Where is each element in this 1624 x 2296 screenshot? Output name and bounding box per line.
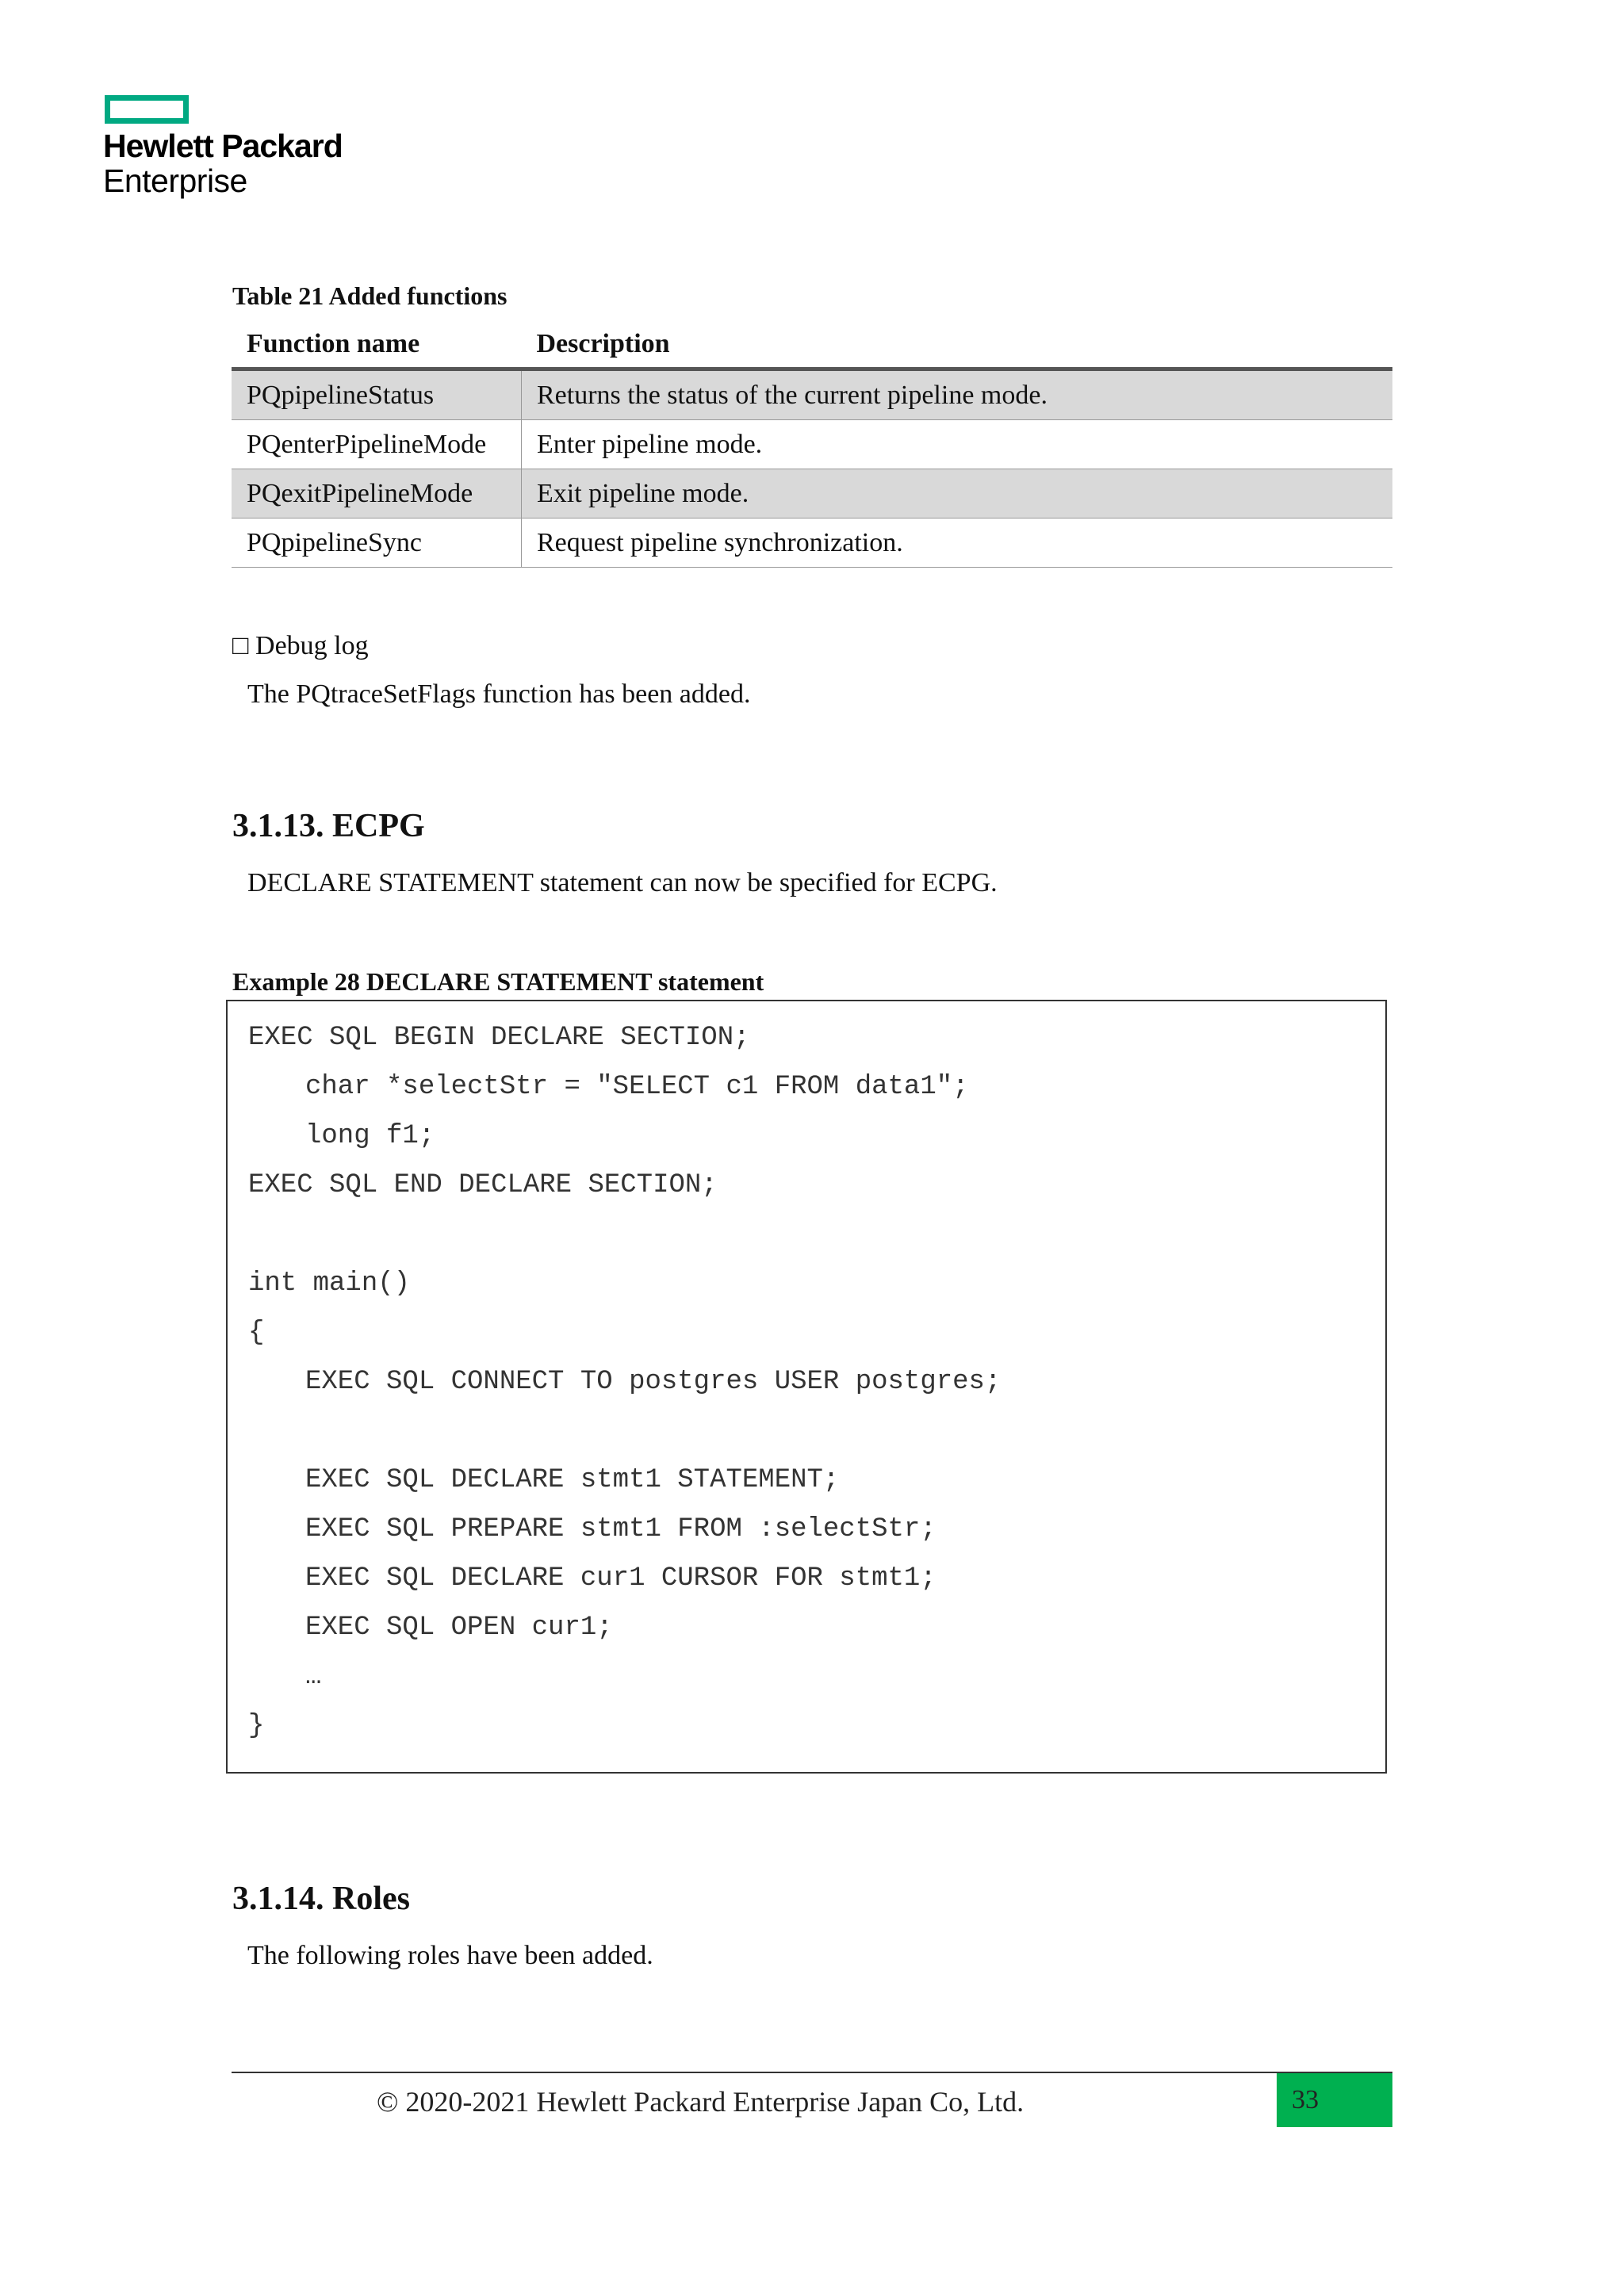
added-functions-table xyxy=(232,321,1392,568)
debug-log-description: The PQtraceSetFlags function has been added. xyxy=(247,679,751,709)
example-caption: Example 28 DECLARE STATEMENT statement xyxy=(232,967,764,996)
section-heading-ecpg: 3.1.13. ECPG xyxy=(232,808,425,844)
logo-wordmark-line1: Hewlett Packard xyxy=(103,128,343,164)
code-line: { xyxy=(248,1318,265,1348)
code-line: EXEC SQL END DECLARE SECTION; xyxy=(248,1170,718,1200)
code-line: EXEC SQL OPEN cur1; xyxy=(305,1613,613,1643)
code-line: EXEC SQL DECLARE cur1 CURSOR FOR stmt1; xyxy=(305,1563,936,1594)
table-header-row xyxy=(232,321,1392,369)
code-example-box xyxy=(226,1000,1387,1774)
logo-wordmark-line2: Enterprise xyxy=(103,163,247,199)
function-name-cell: PQpipelineSync xyxy=(232,519,522,568)
code-line: EXEC SQL PREPARE stmt1 FROM :selectStr; xyxy=(305,1514,936,1544)
function-name-cell: PQpipelineStatus xyxy=(232,369,522,420)
logo-element-icon xyxy=(105,95,189,124)
code-line: int main() xyxy=(248,1269,411,1299)
code-line: } xyxy=(248,1711,265,1741)
column-header-function-name: Function name xyxy=(232,321,522,369)
table-row xyxy=(232,369,1392,420)
footer-divider xyxy=(232,2072,1392,2073)
roles-description: The following roles have been added. xyxy=(247,1941,653,1970)
debug-log-bullet: □ Debug log xyxy=(232,631,369,660)
company-logo xyxy=(103,94,357,205)
description-cell: Request pipeline synchronization. xyxy=(522,519,1393,568)
description-cell: Enter pipeline mode. xyxy=(522,420,1393,469)
table-row xyxy=(232,519,1392,568)
page-number: 33 xyxy=(1277,2073,1392,2127)
code-line: EXEC SQL CONNECT TO postgres USER postgres; xyxy=(305,1367,1002,1397)
function-name-cell: PQexitPipelineMode xyxy=(232,469,522,519)
code-line: char *selectStr = "SELECT c1 FROM data1"; xyxy=(305,1072,969,1102)
code-line: EXEC SQL DECLARE stmt1 STATEMENT; xyxy=(305,1465,840,1495)
table-row xyxy=(232,420,1392,469)
code-line: EXEC SQL BEGIN DECLARE SECTION; xyxy=(248,1023,750,1053)
table-caption: Table 21 Added functions xyxy=(232,281,508,310)
code-line: … xyxy=(305,1662,322,1692)
column-header-description: Description xyxy=(522,321,1393,369)
table-row xyxy=(232,469,1392,519)
code-line: long f1; xyxy=(305,1121,435,1151)
description-cell: Exit pipeline mode. xyxy=(522,469,1393,519)
footer-copyright: © 2020-2021 Hewlett Packard Enterprise Japan Co, Ltd. xyxy=(377,2086,1025,2118)
description-cell: Returns the status of the current pipeline mode. xyxy=(522,369,1393,420)
function-name-cell: PQenterPipelineMode xyxy=(232,420,522,469)
section-heading-roles: 3.1.14. Roles xyxy=(232,1881,410,1917)
ecpg-description: DECLARE STATEMENT statement can now be specified for ECPG. xyxy=(247,868,998,897)
